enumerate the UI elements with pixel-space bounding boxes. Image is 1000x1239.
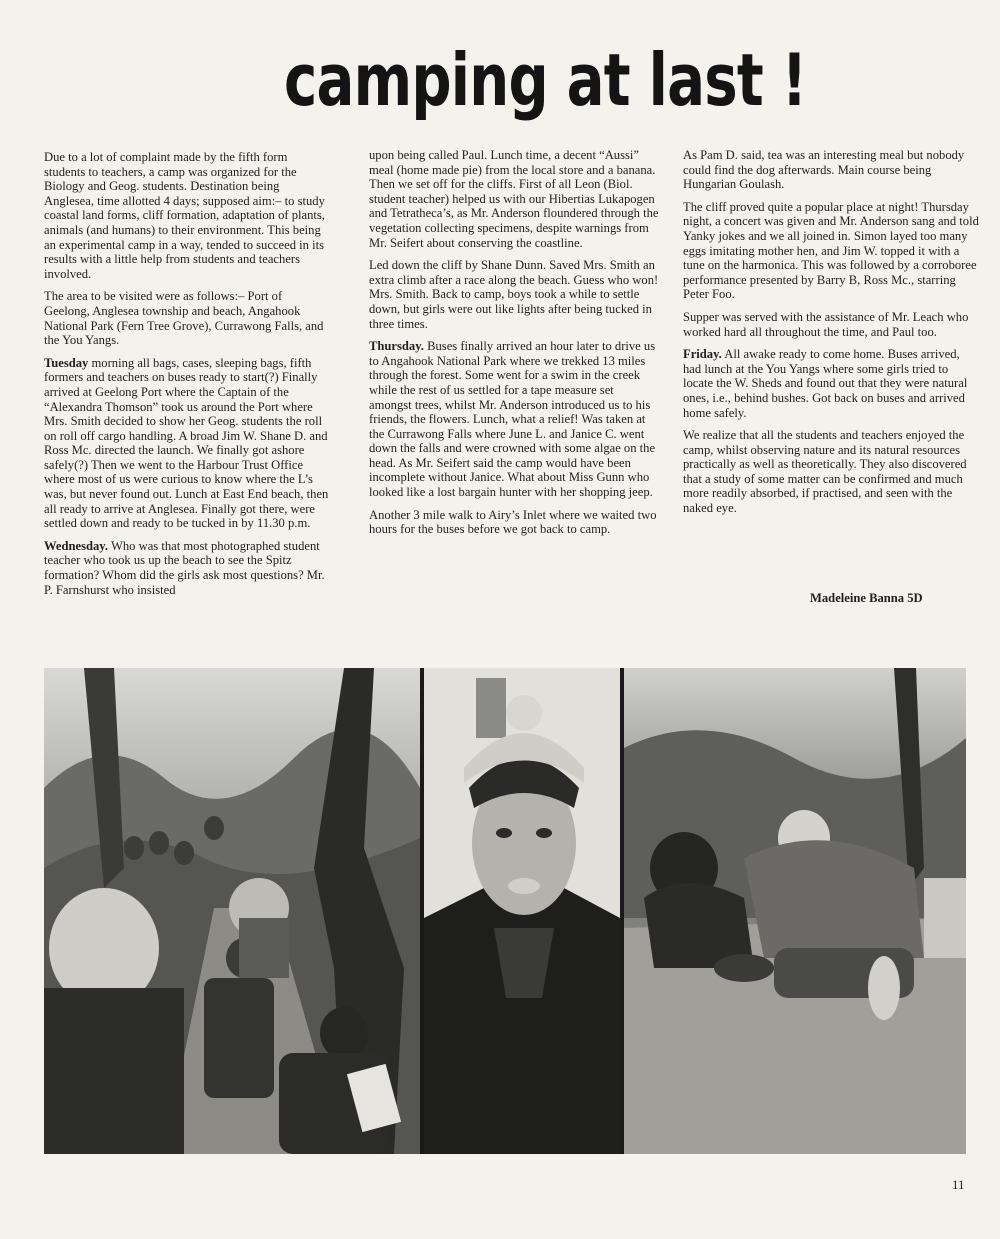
paragraph: Due to a lot of complaint made by the fifth form students to teachers, a camp was organized for the Biology and Geog. students. Destination being Anglesea, time allotted 4 days; supposed aim:– to study coastal land forms, cliff formation, adaptation of plants, animals (and humans) to their environment. This being an experimental camp in a way, tended to succeed in its results with a little help from students and teachers involved. — [44, 150, 325, 281]
paragraph: The cliff proved quite a popular place at night! Thursday night, a concert was given and Mr. Anderson sang and told Yanky jokes and we all joined in. Simon layed too many eggs imitating mother hen, and Jim W. topped it with a tune on the harmonica. This was followed by a corroboree performance presented by Barry B, Ross Mc., starring Peter Foo. — [683, 199, 979, 302]
paragraph-text: Who was that most photographed student teacher who took us up the beach to see the Spitz formation? Whom did the girls ask most questions? Mr. P. Farnshurst who insisted — [44, 538, 325, 597]
paragraph — [44, 539, 330, 597]
day-heading: Wednesday. — [44, 538, 109, 553]
paragraph: We realize that all the students and teachers enjoyed the camp, whilst observing nature and its natural resources practically as well as theoretically. They also discovered that a study of some matter can be confirmed and much more readily absorbed, if practised, and seen with the naked eye. — [683, 428, 967, 516]
paragraph-text: All awake ready to come home. Buses arrived, had lunch at the You Yangs where some girls tried to locate the W. Sheds and found out that they were natural ones, i.e., behind bushes. Got back on buses and arrived home safely. — [683, 347, 968, 420]
paragraph — [683, 347, 979, 420]
photo-students-on-track — [44, 668, 420, 1154]
text-column-1 — [44, 150, 330, 605]
paragraph: Led down the cliff by Shane Dunn. Saved Mrs. Smith an extra climb after a race along the beach. Guess who won! Mrs. Smith. Back to camp, boys took a while to settle down, but girls were out like lights after being tucked in three times. — [369, 258, 659, 331]
paragraph: Another 3 mile walk to Airy’s Inlet where we waited two hours for the buses before we got back to camp. — [369, 507, 657, 537]
article-title: camping at last ! — [284, 38, 807, 122]
page-number: 11 — [952, 1177, 965, 1192]
photo-strip — [44, 668, 966, 1154]
day-heading: Thursday. — [369, 339, 424, 354]
text-column-3 — [683, 148, 979, 524]
author-signature: Madeleine Banna 5D — [810, 591, 923, 605]
day-heading: Friday. — [683, 347, 722, 362]
paragraph-text: Buses finally arrived an hour later to drive us to Angahook National Park where we trekked 13 miles through the forest. Some went for a swim in the creek while the rest of us settled for a tape measure set amongst trees, whilst Mr. Anderson introduced us to his friends, the flowers. Lunch, what a relief! Was taken at the Currawong Falls where June L. and Janice C. went down the falls and were crowned with some algae on the head. As Mr. Seifert said the camp would have been incomplete without Janice. What about Miss Gunn who looked like a lost bargain hunter with her shopping jeep. — [369, 339, 656, 500]
paragraph: Supper was served with the assistance of Mr. Leach who worked hard all throughout the time, and Paul too. — [683, 309, 969, 339]
paragraph — [44, 356, 330, 531]
paragraph: As Pam D. said, tea was an interesting meal but nobody could find the dog afterwards. Main course being Hungarian Goulash. — [683, 148, 965, 192]
paragraph — [369, 339, 659, 500]
paragraph: upon being called Paul. Lunch time, a decent “Aussi” meal (home made pie) from the local store and a banana. Then we set off for the cliffs. First of all Leon (Biol. student teacher) helped us with our Hibertias Lukapogen and Tetratheca’s, as Mr. Anderson floundered through the vegetation collecting specimens, despite warnings from Mr. Seifert about conserving the coastline. — [369, 148, 659, 250]
paragraph-text: morning all bags, cases, sleeping bags, fifth formers and teachers on buses ready to start(?) Finally arrived at Geelong Port where the Captain of the “Alexandra Thomson” took us around the Port where Mrs. Smith decided to show her Geog. students the roll on roll off cargo handling. A broad Jim W. Shane D. and Ross Mc. directed the launch. We finally got ashore safely(?) Then we went to the Harbour Trust Office where most of us were curious to know where the L’s was, but never found out. Lunch at East End beach, then all ready to arrive at Anglesea. Finally got there, were settled down and ready to be tucked in by 11.30 p.m. — [44, 355, 329, 531]
photo-students-crouching — [624, 668, 966, 1154]
day-heading: Tuesday — [44, 355, 89, 370]
paragraph: The area to be visited were as follows:– Port of Geelong, Anglesea township and beach, Angahook National Park (Fern Tree Grove), Currawong Falls, and the You Yangs. — [44, 289, 324, 348]
text-column-2 — [369, 148, 659, 545]
photo-boy-portrait — [424, 668, 620, 1154]
